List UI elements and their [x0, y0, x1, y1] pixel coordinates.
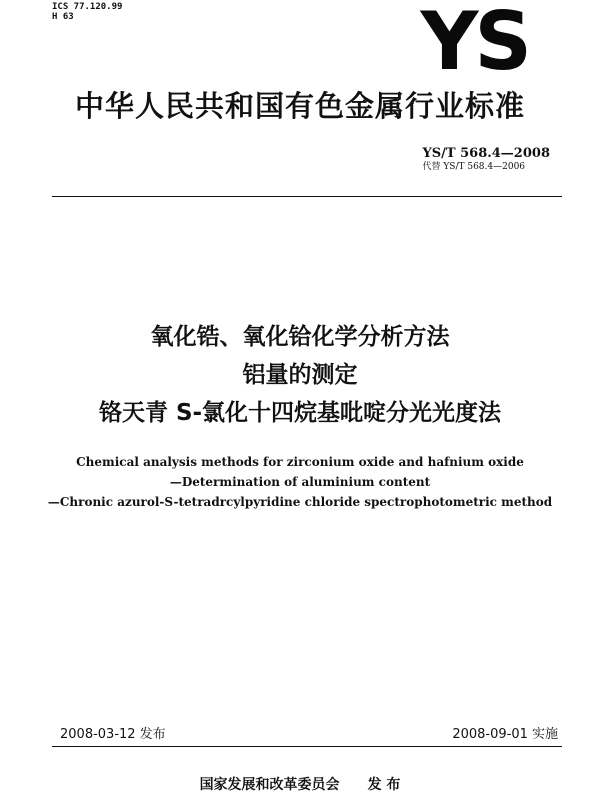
ccs-code: H 63 — [52, 12, 74, 22]
chinese-title-line-3: 铬天青 S-氯化十四烷基吡啶分光光度法 — [98, 400, 502, 426]
chinese-title-line-1: 氧化锆、氧化铪化学分析方法 — [150, 324, 450, 350]
footer-rule — [52, 746, 562, 747]
standard-number-block — [422, 146, 550, 173]
organization-title: 中华人民共和国有色金属行业标准 — [74, 89, 525, 123]
header-rule — [52, 196, 562, 197]
classification-codes — [52, 2, 122, 22]
ics-code: ICS 77.120.99 — [52, 2, 123, 12]
english-title-line-3: —Chronic azurol-S-tetradrcylpyridine chloride spectrophotometric method — [47, 495, 553, 509]
issue-date: 2008-03-12 发布 — [60, 727, 166, 742]
implementation-date: 2008-09-01 实施 — [452, 727, 558, 742]
issuing-authority — [0, 776, 600, 794]
issuer-action: 发 布 — [367, 777, 401, 793]
chinese-title-line-2: 铝量的测定 — [242, 362, 358, 388]
ys-logo: YS — [420, 0, 528, 88]
english-title-line-2: —Determination of aluminium content — [169, 475, 431, 489]
english-title-line-1: Chemical analysis methods for zirconium oxide and hafnium oxide — [76, 455, 524, 469]
standard-number: YS/T 568.4—2008 — [422, 146, 550, 161]
english-title — [0, 452, 600, 512]
issuer-name: 国家发展和改革委员会 — [199, 777, 340, 793]
chinese-title — [0, 318, 600, 432]
replaces-standard: 代替 YS/T 568.4—2006 — [422, 162, 526, 172]
